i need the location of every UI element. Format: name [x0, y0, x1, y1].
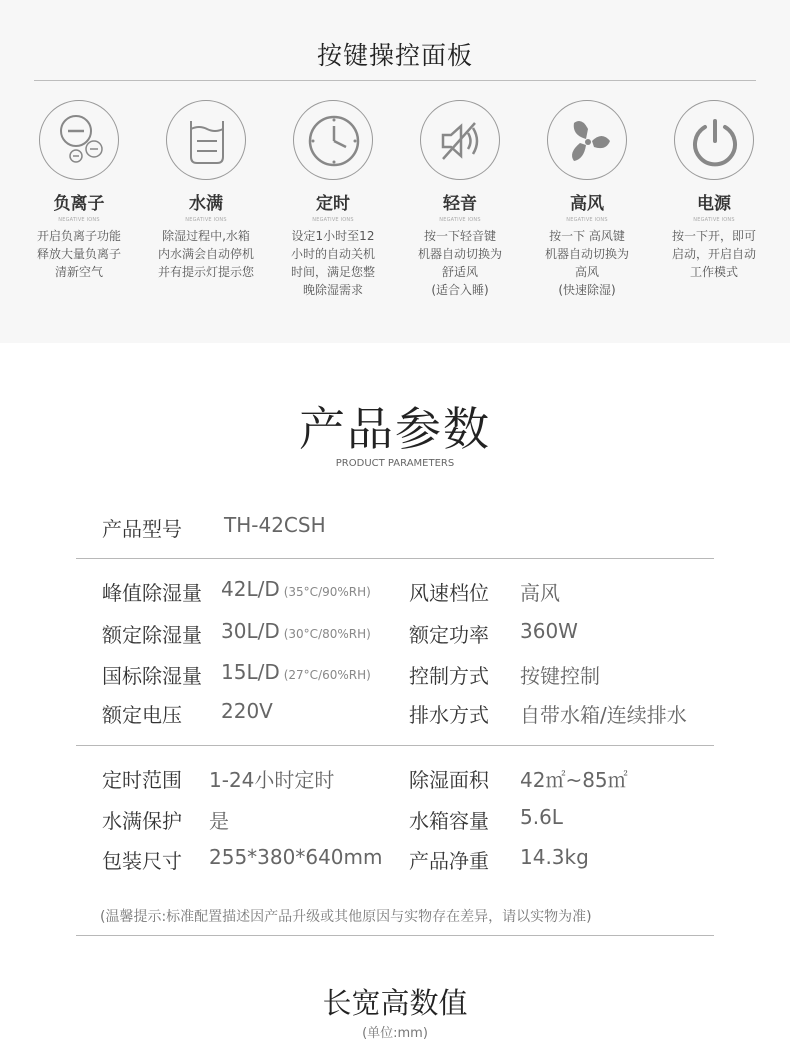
- param-value: 5.6L: [520, 805, 563, 829]
- param-label: 控制方式: [409, 664, 489, 688]
- params-subtitle: PRODUCT PARAMETERS: [335, 458, 455, 469]
- feature-quiet: [397, 100, 523, 299]
- feature-name: 水满: [189, 194, 223, 214]
- param-value: 按键控制: [520, 664, 600, 688]
- param-value: 42L/D (35°C/90%RH): [221, 577, 371, 601]
- model-label: 产品型号: [102, 517, 182, 541]
- param-label: 水满保护: [102, 809, 182, 833]
- divider: [76, 558, 714, 559]
- param-label: 水箱容量: [409, 809, 489, 833]
- param-value: 自带水箱/连续排水: [520, 703, 687, 727]
- param-label: 额定功率: [409, 623, 489, 647]
- param-value: 15L/D (27°C/60%RH): [221, 660, 371, 684]
- divider: [76, 745, 714, 746]
- model-value: TH-42CSH: [224, 513, 326, 537]
- feature-negative-ion: [16, 100, 142, 281]
- feature-name: 轻音: [443, 194, 477, 214]
- param-label: 产品净重: [409, 849, 489, 873]
- feature-power: [651, 100, 777, 281]
- dimensions-subtitle: (单位:mm): [362, 1026, 428, 1041]
- param-label: 额定除湿量: [102, 623, 202, 647]
- feature-subtitle: NEGATIVE IONS: [439, 217, 481, 223]
- param-value: 220V: [221, 699, 273, 723]
- feature-name: 负离子: [53, 194, 105, 214]
- feature-subtitle: NEGATIVE IONS: [58, 217, 100, 223]
- mute-icon: [420, 100, 500, 180]
- power-icon: [674, 100, 754, 180]
- feature-description: 开启负离子功能 释放大量负离子 清新空气: [36, 229, 121, 279]
- divider: [76, 935, 714, 936]
- param-value: 255*380*640mm: [209, 845, 383, 869]
- panel-title: 按键操控面板: [316, 41, 473, 70]
- clock-icon: [293, 100, 373, 180]
- param-value: 1-24小时定时: [209, 768, 335, 792]
- param-label: 国标除湿量: [102, 664, 202, 688]
- param-value: 42㎡~85㎡: [520, 768, 628, 792]
- feature-description: 设定1小时至12 小时的自动关机 时间，满足您整 晚除湿需求: [290, 229, 375, 297]
- param-label: 排水方式: [409, 703, 489, 727]
- feature-description: 除湿过程中,水箱 内水满会自动停机 并有提示灯提示您: [157, 229, 254, 279]
- feature-subtitle: NEGATIVE IONS: [566, 217, 608, 223]
- divider: [34, 80, 756, 81]
- feature-name: 定时: [316, 194, 350, 214]
- feature-high-wind: [524, 100, 650, 299]
- dimensions-title: 长宽高数值: [322, 986, 468, 1020]
- params-title: 产品参数: [299, 402, 491, 456]
- feature-description: 按一下 高风键 机器自动切换为 高风 (快速除湿): [544, 229, 629, 297]
- feature-description: 按一下开，即可 启动，开启自动 工作模式: [671, 229, 756, 279]
- feature-name: 高风: [570, 194, 604, 214]
- disclaimer-note: (温馨提示:标准配置描述因产品升级或其他原因与实物存在差异，请以实物为准): [100, 909, 592, 925]
- fan-icon: [547, 100, 627, 180]
- param-label: 除湿面积: [409, 768, 489, 792]
- param-label: 包装尺寸: [102, 849, 182, 873]
- water-full-icon: [166, 100, 246, 180]
- feature-subtitle: NEGATIVE IONS: [693, 217, 735, 223]
- param-value: 高风: [520, 581, 560, 605]
- param-label: 定时范围: [102, 768, 182, 792]
- negative-ion-icon: [39, 100, 119, 180]
- feature-description: 按一下轻音键 机器自动切换为 舒适风 (适合入睡): [417, 229, 502, 297]
- param-label: 风速档位: [409, 581, 489, 605]
- param-label: 额定电压: [102, 703, 182, 727]
- feature-name: 电源: [697, 194, 731, 214]
- feature-water-full: [143, 100, 269, 281]
- param-value: 是: [209, 809, 229, 833]
- param-value: 360W: [520, 619, 578, 643]
- feature-subtitle: NEGATIVE IONS: [185, 217, 227, 223]
- feature-timer: [270, 100, 396, 299]
- param-value: 30L/D (30°C/80%RH): [221, 619, 371, 643]
- param-label: 峰值除湿量: [102, 581, 202, 605]
- feature-subtitle: NEGATIVE IONS: [312, 217, 354, 223]
- param-value: 14.3kg: [520, 845, 589, 869]
